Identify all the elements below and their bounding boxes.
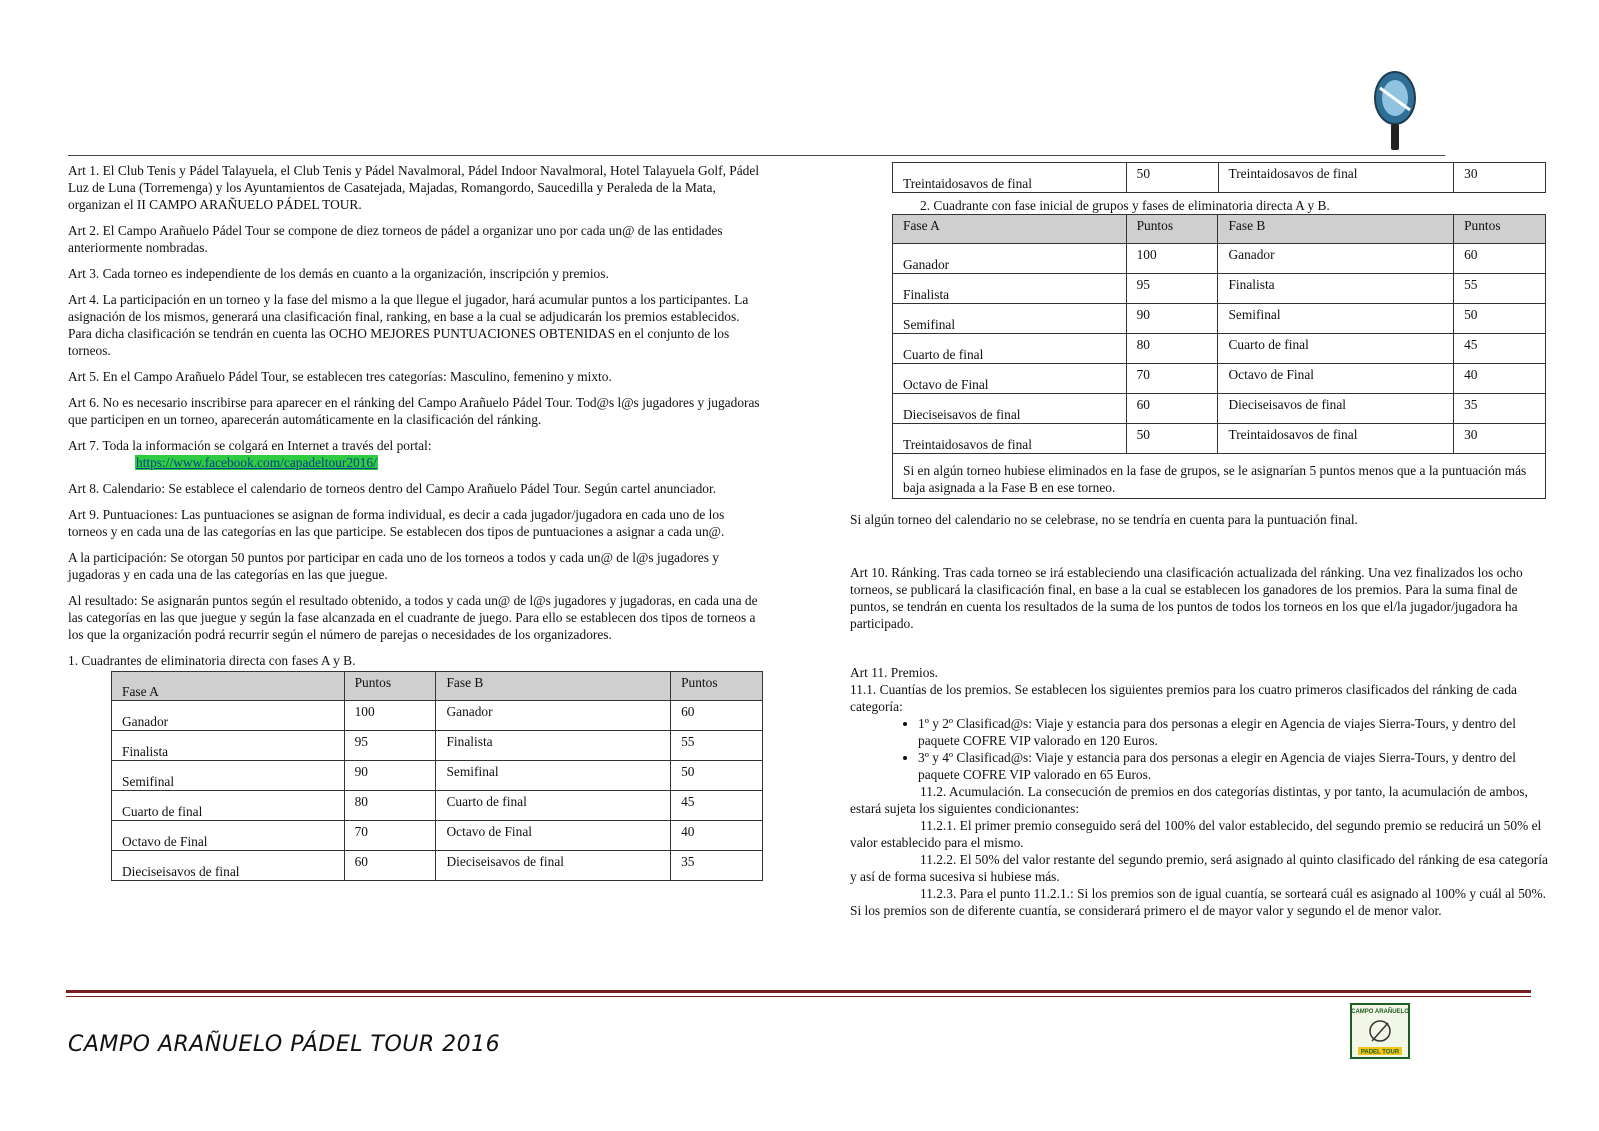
table-row: [112, 851, 763, 881]
table-row: [893, 364, 1546, 394]
table-cell: 50: [1126, 163, 1218, 193]
table-row: [112, 791, 763, 821]
bracket-1-title: 1. Cuadrantes de eliminatoria directa con fases A y B.: [68, 653, 356, 668]
table-cell: Ganador: [1218, 244, 1454, 274]
article-2: Art 2. El Campo Arañuelo Pádel Tour se compone de diez torneos de pádel a organizar uno por cada un@ de las entidades anteriormente nombradas.: [68, 223, 723, 255]
table-row: [893, 304, 1546, 334]
table-row: [893, 424, 1546, 454]
table-cell: 60: [1454, 244, 1546, 274]
table-cell: 100: [1126, 244, 1218, 274]
table-cell: 100: [344, 701, 436, 731]
table-cell: Cuarto de final: [436, 791, 671, 821]
article-9: Art 9. Puntuaciones: Las puntuaciones se asignan de forma individual, es decir a cada jugador/jugadora en cada uno de los torneos y en cada una de las categorías en las que participe. Se establecen dos tipos de puntuaciones a asignar a cada un@.: [68, 507, 725, 539]
table-cell: 45: [671, 791, 763, 821]
points-table-1-continued: [892, 162, 1546, 193]
table-note-row: [893, 454, 1546, 499]
article-5: Art 5. En el Campo Arañuelo Pádel Tour, se establecen tres categorías: Masculino, femenino y mixto.: [68, 369, 612, 384]
table-cell: Dieciseisavos de final: [893, 394, 1127, 424]
table-cell: Cuarto de final: [112, 791, 345, 821]
table-cell: 90: [1126, 304, 1218, 334]
badge-top-text: CAMPO ARAÑUELO: [1351, 1009, 1409, 1015]
table-cell: 95: [1126, 274, 1218, 304]
table-cell: 90: [344, 761, 436, 791]
table-cell: Treintaidosavos de final: [893, 163, 1127, 193]
table-cell: Treintaidosavos de final: [1218, 424, 1454, 454]
table-cell: Finalista: [893, 274, 1127, 304]
table-cell: 80: [344, 791, 436, 821]
table-cell: 45: [1454, 334, 1546, 364]
table-cell: 60: [344, 851, 436, 881]
table-cell: Octavo de Final: [112, 821, 345, 851]
table-cell: Finalista: [436, 731, 671, 761]
table-cell: Treintaidosavos de final: [1218, 163, 1454, 193]
table-cell: Octavo de Final: [1218, 364, 1454, 394]
table-cell: 40: [671, 821, 763, 851]
table-row: [112, 731, 763, 761]
header-cell: Puntos: [344, 672, 436, 701]
header-cell: Fase A: [893, 215, 1127, 244]
header-cell: Puntos: [1126, 215, 1218, 244]
article-11-2-2: 11.2.2. El 50% del valor restante del segundo premio, será asignado al quinto clasificado del ránking de esa categoría y así de forma sucesiva si hubiese más.: [850, 852, 1548, 884]
list-item: • 1º y 2º Clasificad@s: Viaje y estancia para dos personas a elegir en Agencia de viajes Sierra-Tours, y dentro del paquete COFRE VIP valorado en 120 Euros.: [918, 715, 1548, 749]
table-cell: Dieciseisavos de final: [1218, 394, 1454, 424]
table-cell: Finalista: [1218, 274, 1454, 304]
article-11-2-1: 11.2.1. El primer premio conseguido será del 100% del valor establecido, del segundo premio se reducirá un 50% el valor establecido para el mismo.: [850, 818, 1542, 850]
table-cell: 30: [1454, 163, 1546, 193]
table-cell: 30: [1454, 424, 1546, 454]
article-11-2: 11.2. Acumulación. La consecución de premios en dos categorías distintas, y por tanto, la acumulación de ambos, estará sujeta los siguientes condicionantes:: [850, 784, 1528, 816]
table-note: Si en algún torneo hubiese eliminados en la fase de grupos, se le asignarían 5 puntos menos que a la puntuación más baja asignada a la Fase B en ese torneo.: [893, 454, 1546, 499]
facebook-link[interactable]: https://www.facebook.com/capadeltour2016/: [136, 455, 377, 470]
table-row: [112, 701, 763, 731]
table-cell: Treintaidosavos de final: [893, 424, 1127, 454]
table-cell: Semifinal: [436, 761, 671, 791]
table-cell: 55: [1454, 274, 1546, 304]
points-table-1: [111, 671, 763, 881]
table-cell: Octavo de Final: [436, 821, 671, 851]
footer-rule: [66, 990, 1531, 993]
badge-bottom-text: PADEL TOUR: [1360, 1049, 1400, 1056]
table-cell: 70: [1126, 364, 1218, 394]
header-cell: Fase A: [112, 672, 345, 701]
table-cell: Ganador: [893, 244, 1127, 274]
article-10: Art 10. Ránking. Tras cada torneo se irá estableciendo una clasificación actualizada del ránking. Una vez finalizados los ocho torneos, se publicará la clasificación final, en base a la cual se establecen los ganadores de los premios. Para la suma final de puntos, se tendrán en cuenta los resultados de la suma de los puntos de todos los torneos en los que el/la jugador/jugadora ha participado.: [850, 565, 1523, 631]
tour-badge-logo-icon: [1350, 1003, 1410, 1059]
padel-racket-logo-icon: [1370, 68, 1420, 152]
table-cell: 95: [344, 731, 436, 761]
table-cell: Semifinal: [1218, 304, 1454, 334]
table-cell: 60: [1126, 394, 1218, 424]
table-row: [112, 821, 763, 851]
participation-paragraph: A la participación: Se otorgan 50 puntos por participar en cada uno de los torneos a todos y cada un@ de l@s jugadores y jugadoras y en cada una de las categorías en las que juegue.: [68, 550, 720, 582]
result-paragraph: Al resultado: Se asignarán puntos según el resultado obtenido, a todos y cada un@ de l@s jugadores y jugadoras, en cada una de las categorías en las que juegue y según la fase alcanzada en el cuadrante de juego. Para ello se establecen dos tipos de torneos a los que la organización podrá recurrir según el número de parejas o necesidades de los organizadores.: [68, 593, 758, 642]
article-4: Art 4. La participación en un torneo y la fase del mismo a la que llegue el jugador, hará acumular puntos a los participantes. La asignación de los mismos, generará una clasificación final, ranking, en base a la cual se adjudicarán los premios establecidos. Para dicha clasificación se tendrán en cuenta las OCHO MEJORES PUNTUACIONES OBTENIDAS en el conjunto de los torneos.: [68, 292, 749, 358]
table-cell: 35: [671, 851, 763, 881]
header-cell: Fase B: [1218, 215, 1454, 244]
header-cell: Puntos: [1454, 215, 1546, 244]
table-cell: 50: [1126, 424, 1218, 454]
table-row: [893, 244, 1546, 274]
header-cell: Fase B: [436, 672, 671, 701]
table-cell: Ganador: [436, 701, 671, 731]
table-cell: Finalista: [112, 731, 345, 761]
article-11-2-3: 11.2.3. Para el punto 11.2.1.: Si los premios son de igual cuantía, se sorteará cuál es asignado al 100% y cuál al 50%. Si los premios son de diferente cuantía, se considerará primero el de mayor valor y segundo el de menor valor.: [850, 886, 1546, 918]
table-header-row: [893, 215, 1546, 244]
header-cell: Puntos: [671, 672, 763, 701]
article-7-text: Art 7. Toda la información se colgará en Internet a través del portal:: [68, 438, 432, 453]
article-11-1: 11.1. Cuantías de los premios. Se establecen los siguientes premios para los cuatro primeros clasificados del ránking de cada categoría:: [850, 682, 1517, 714]
table-cell: Semifinal: [893, 304, 1127, 334]
table-cell: 70: [344, 821, 436, 851]
table-row: [893, 394, 1546, 424]
footer-title: CAMPO ARAÑUELO PÁDEL TOUR 2016: [68, 1032, 501, 1057]
table-cell: 35: [1454, 394, 1546, 424]
list-item: • 3º y 4º Clasificad@s: Viaje y estancia para dos personas a elegir en Agencia de viajes Sierra-Tours, y dentro del paquete COFRE VIP valorado en 65 Euros.: [918, 749, 1548, 783]
table-cell: Ganador: [112, 701, 345, 731]
article-6: Art 6. No es necesario inscribirse para aparecer en el ránking del Campo Arañuelo Pádel Tour. Tod@s l@s jugadores y jugadoras que participen en un torneo, aparecerán automáticamente en la clasificación del ránking.: [68, 395, 760, 427]
table-row: [893, 163, 1546, 193]
table-cell: 60: [671, 701, 763, 731]
table-cell: 50: [671, 761, 763, 791]
table-cell: Octavo de Final: [893, 364, 1127, 394]
article-8: Art 8. Calendario: Se establece el calendario de torneos dentro del Campo Arañuelo Pádel Tour. Según cartel anunciador.: [68, 481, 717, 496]
table-row: [893, 334, 1546, 364]
table-row: [893, 274, 1546, 304]
header-rule: [68, 155, 1445, 156]
left-column: [68, 162, 760, 881]
article-7: [68, 437, 760, 471]
article-11-title: Art 11. Premios.: [850, 665, 939, 680]
table-cell: 80: [1126, 334, 1218, 364]
footer-rule-thin: [66, 996, 1531, 997]
table-header-row: [112, 672, 763, 701]
article-3: Art 3. Cada torneo es independiente de los demás en cuanto a la organización, inscripción y premios.: [68, 266, 609, 281]
table-cell: 55: [671, 731, 763, 761]
table-cell: Dieciseisavos de final: [436, 851, 671, 881]
table-cell: Cuarto de final: [1218, 334, 1454, 364]
table-cell: 50: [1454, 304, 1546, 334]
table-cell: Dieciseisavos de final: [112, 851, 345, 881]
table-cell: 40: [1454, 364, 1546, 394]
article-1: Art 1. El Club Tenis y Pádel Talayuela, el Club Tenis y Pádel Navalmoral, Pádel Indoor Navalmoral, Hotel Talayuela Golf, Pádel Luz de Luna (Torremenga) y los Ayuntamientos de Casatejada, Majadas, Romangordo, Saucedilla y Peraleda de la Mata, organizan el II CAMPO ARAÑUELO PÁDEL TOUR.: [68, 163, 760, 212]
table-row: [112, 761, 763, 791]
points-table-2: [892, 214, 1546, 499]
prize-list: [850, 715, 1548, 783]
table-cell: Cuarto de final: [893, 334, 1127, 364]
right-column: [850, 162, 1548, 919]
cancelled-tournament-note: Si algún torneo del calendario no se celebrase, no se tendría en cuenta para la puntuación final.: [850, 512, 1358, 527]
bracket-2-title: 2. Cuadrante con fase inicial de grupos y fases de eliminatoria directa A y B.: [920, 198, 1330, 213]
table-cell: Semifinal: [112, 761, 345, 791]
